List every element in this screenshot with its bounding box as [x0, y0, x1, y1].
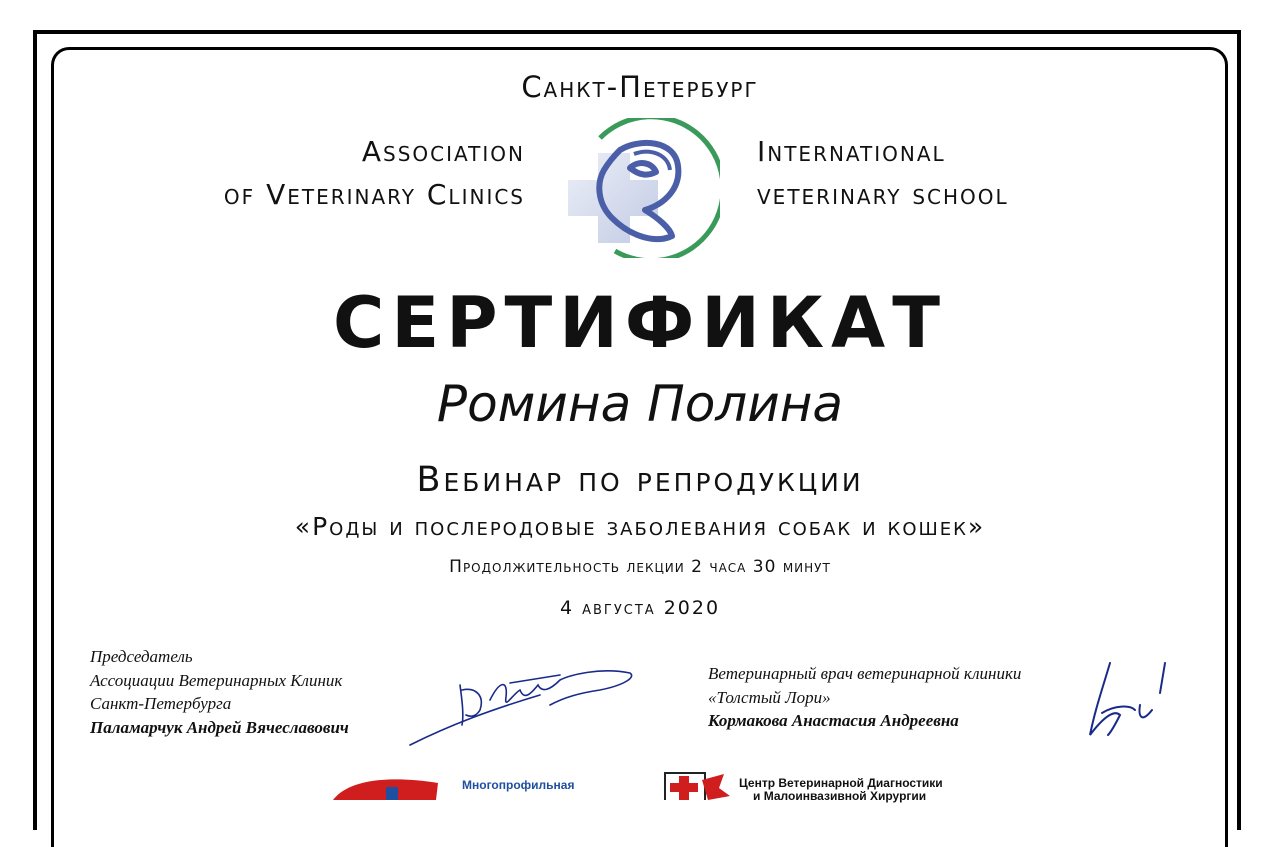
school-line-1: International — [757, 135, 946, 168]
event-date: 4 августа 2020 — [559, 597, 721, 619]
signature-right — [1080, 655, 1180, 745]
event-topic: «Роды и послеродовые заболевания собак и кошек» — [294, 512, 986, 541]
signatory-right-name: Кормакова Анастасия Андреевна — [708, 711, 959, 730]
school-line-2: veterinary school — [757, 178, 1009, 211]
signature-left — [400, 655, 650, 755]
event-name: Вебинар по репродукции — [416, 460, 864, 500]
footer-center-line-2: и Малоинвазивной Хирургии — [753, 789, 927, 803]
clinic-logo — [328, 775, 458, 800]
city-heading: Санкт-Петербург — [521, 70, 759, 104]
footer-clinic-name: Многопрофильная — [462, 778, 575, 792]
association-logo — [560, 118, 720, 258]
footer-center-line-1: Центр Ветеринарной Диагностики — [739, 776, 943, 790]
diagnostic-center-logo — [664, 770, 734, 800]
association-line-1: Association — [361, 135, 525, 168]
signatory-right — [708, 662, 1021, 733]
signatory-right-title: Ветеринарный врач ветеринарной клиники — [708, 664, 1022, 683]
association-line-2: of Veterinary Clinics — [223, 178, 525, 211]
recipient-name: Ромина Полина — [436, 375, 844, 433]
cross-shape — [568, 153, 658, 243]
signatory-left — [90, 645, 349, 739]
signatory-left-title: Председатель — [90, 647, 193, 666]
certificate-title: СЕРТИФИКАТ — [333, 282, 947, 364]
signatory-right-clinic: «Толстый Лори» — [708, 687, 831, 707]
event-duration: Продолжительность лекции 2 часа 30 минут — [449, 557, 831, 577]
signatory-left-org: Ассоциации Ветеринарных Клиник — [90, 670, 343, 690]
signatory-left-name: Паламарчук Андрей Вячеславович — [90, 717, 349, 737]
footer-center-name — [739, 777, 943, 803]
signatory-left-city: Санкт-Петербурга — [90, 694, 232, 713]
